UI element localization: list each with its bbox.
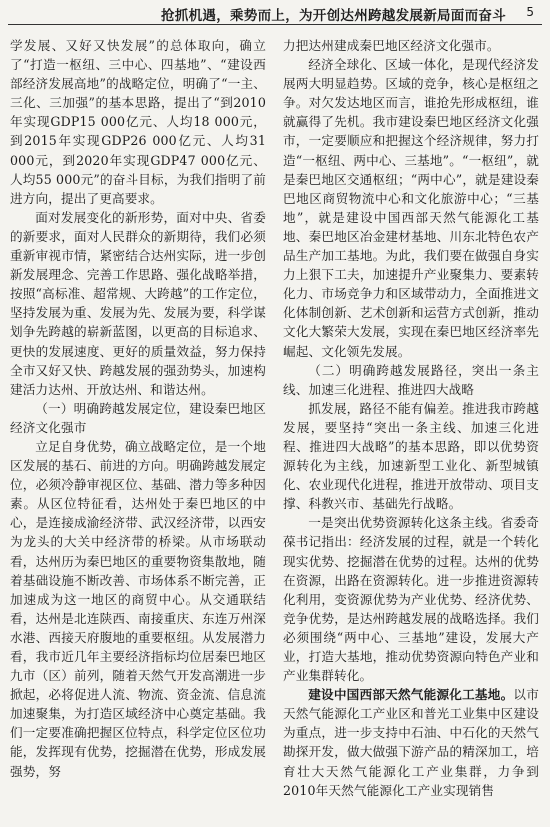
paragraph: 力把达州建成秦巴地区经济文化强市。 xyxy=(283,38,500,53)
header-rule xyxy=(8,24,542,25)
paragraph: 面对发展变化的新形势，面对中央、省委的新要求，面对人民群众的新期待，我们必须重新审视市情，紧密结合达州实际，进一步创新发展理念、完善工作思路、强化战略举措，按照“高标准、超常规、大跨越”的工作定位，坚持发展为重、发展为先、发展为要，科学谋划争先跨越的崭新蓝图，以更高的目标追求、更快的发展速度、更好的质量效益，努力保持全市又好又快、跨越发展的强劲势头，加速构建活力达州、开放达州、和谐达州。 xyxy=(10,209,266,397)
paragraph-text: 以市天然气能源化工产业区和普光工业集中区建设为重点，进一步支持中石油、中石化的天然气勘探开发，做大做强下游产品的精深加工，培育壮大天然气能源化工产业集群，力争到2010年天然气能源化工产业实现销售 xyxy=(283,687,539,798)
running-header-title: 抢抓机遇，乘势而上，为开创达州跨越发展新局面而奋斗 xyxy=(161,8,506,24)
left-column xyxy=(10,36,266,781)
page-number: 5 xyxy=(526,5,534,19)
paragraph: 学发展、又好又快发展”的总体取向，确立了“打造一枢纽、三中心、四基地”、“建设西部经济发展高地”的战略定位，明确了“一主、三化、三加强”的基本思路，提出了“到2010年实现GDP15 000亿元、人均18 000元，到2015年实现GDP26 000亿元、人均31 000元，到2020年实现GDP47 000亿元、人均55 000元”的奋斗目标，为我们指明了前进方向，提出了更高要求。 xyxy=(10,38,266,206)
paragraph: 经济全球化、区域一体化，是现代经济发展两大明显趋势。区域的竞争，核心是枢纽之争。对欠发达地区而言，谁抢先形成枢纽，谁就赢得了先机。我市建设秦巴地区经济文化强市，一定要顺应和把握这个经济规律，努力打造“一枢纽、两中心、三基地”。“一枢纽”，就是秦巴地区交通枢纽；“两中心”，就是建设秦巴地区商贸物流中心和文化旅游中心；“三基地”，就是建设中国西部天然气能源化工基地、秦巴地区冶金建材基地、川东北特色农产品生产加工基地。为此，我们要在做强自身实力上狠下工夫，加速提升产业聚集力、要素转化力、市场竞争力和区域带动力，全面推进文化体制创新、艺术创新和运营方式创新，推动文化大繁荣大发展，实现在秦巴地区经济率先崛起、文化领先发展。 xyxy=(283,57,539,359)
paragraph xyxy=(283,685,539,800)
section-heading: （一）明确跨越发展定位，建设秦巴地区经济文化强市 xyxy=(10,400,266,435)
running-header xyxy=(0,0,550,26)
paragraph: 抓发展，路径不能有偏差。推进我市跨越发展，要坚持“突出一条主线、加速三化进程、推进四大战略”的基本思路，即以优势资源转化为主线，加速新型工业化、新型城镇化、农业现代化进程，推进开放带动、项目支撑、科教兴市、基础先行战略。 xyxy=(283,400,539,512)
paragraph: 一是突出优势资源转化这条主线。省委奇葆书记指出：经济发展的过程，就是一个转化现实优势、挖掘潜在优势的过程。达州的优势在资源，出路在资源转化。进一步推进资源转化利用，变资源优势为产业优势、经济优势、竞争优势，是达州跨越发展的战略选择。我们必须围绕“两中心、三基地”建设，发展大产业，打造大基地，推动优势资源向特色产业和产业集群转化。 xyxy=(283,515,539,684)
right-column xyxy=(283,36,539,800)
bold-lead: 建设中国西部天然气能源化工基地。 xyxy=(308,687,514,703)
paragraph: 立足自身优势，确立战略定位，是一个地区发展的基石、前进的方向。明确跨越发展定位，必须冷静审视区位、基础、潜力等多种因素。从区位特征看，达州处于秦巴地区的中心，是连接成渝经济带、武汉经济带，以西安为龙头的大关中经济带的桥梁。从市场联动看，达州历为秦巴地区的重要物资集散地，随着基础设施不断改善、市场体系不断完善，正加速成为这一地区的商贸中心。从交通联结看，达州是北连陕西、南接重庆、东连万州深水港、西接天府腹地的重要枢纽。从发展潜力看，我市近几年主要经济指标均位居秦巴地区九市（区）前列，随着天然气开发高潮进一步掀起，必将促进人流、物流、资金流、信息流加速聚集，为打造区域经济中心奠定基础。我们一定要准确把握区位特点，科学定位区位功能，发挥现有优势，挖掘潜在优势，形成发展强势，努 xyxy=(10,438,266,779)
section-heading: （二）明确跨越发展路径，突出一条主线、加速三化进程、推进四大战略 xyxy=(283,362,539,397)
